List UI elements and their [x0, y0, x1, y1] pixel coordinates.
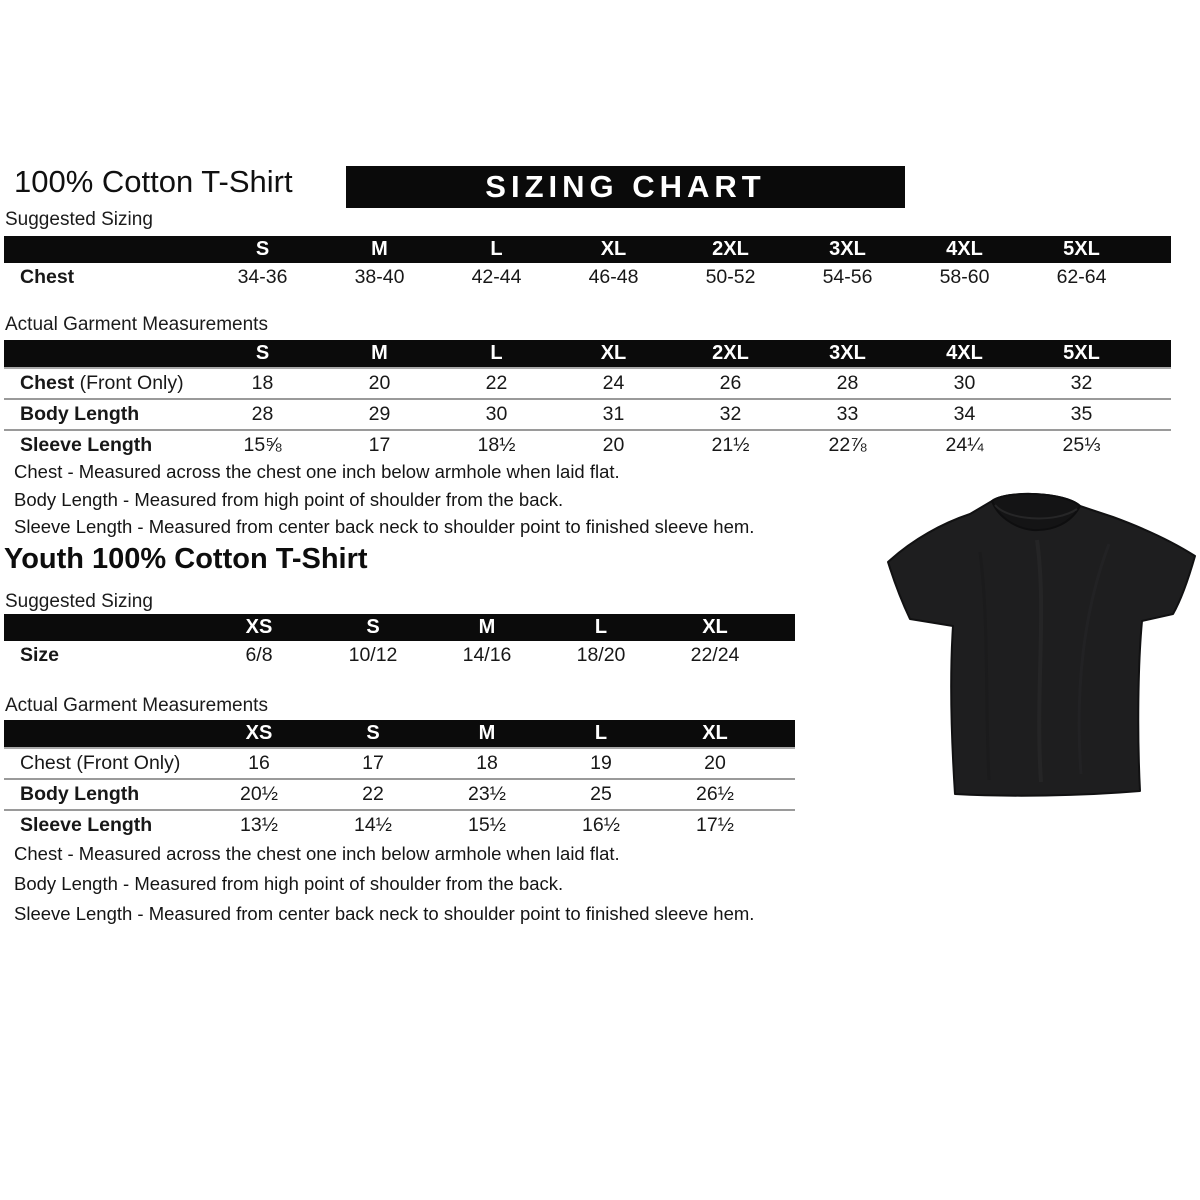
measurement-value: 6/8: [245, 644, 273, 666]
table-row: [4, 748, 795, 779]
sizing-chart-banner: [346, 166, 905, 208]
measurement-value: 25⅓: [1062, 434, 1101, 456]
row-spacer: [1140, 368, 1171, 399]
measurement-note-line: Chest - Measured across the chest one inch below armhole when laid flat.: [14, 461, 620, 482]
table-row: [4, 779, 795, 810]
header-spacer: [4, 340, 204, 368]
size-column-header: M: [321, 340, 438, 368]
size-column-header: S: [204, 340, 321, 368]
measurement-value: 62-64: [1056, 266, 1107, 288]
sizing-chart-banner-label: SIZING CHART: [485, 169, 766, 204]
size-column-header: L: [438, 340, 555, 368]
tshirt-image: [885, 482, 1197, 804]
size-column-header: L: [544, 614, 658, 641]
measurement-value: 14½: [354, 814, 392, 836]
row-label: Chest (Front Only): [4, 368, 204, 399]
measurement-value: 18: [430, 748, 544, 779]
measurement-value: 26½: [658, 779, 772, 810]
adult-suggested-sizing-label: Suggested Sizing: [5, 209, 153, 230]
measurement-value: 21½: [711, 434, 750, 456]
size-column-header: L: [544, 720, 658, 748]
measurement-value: 30: [438, 399, 555, 430]
row-spacer: [1140, 430, 1171, 460]
size-column-header: L: [438, 236, 555, 263]
adult-actual-measurements-label: Actual Garment Measurements: [5, 314, 268, 335]
measurement-value: 46-48: [588, 266, 639, 288]
size-column-header: M: [430, 614, 544, 641]
size-column-header: 5XL: [1023, 236, 1140, 263]
row-label: Body Length: [4, 779, 202, 810]
measurement-note-line: Body Length - Measured from high point of shoulder from the back.: [14, 873, 564, 894]
measurement-value: 38-40: [354, 266, 405, 288]
adult-suggested-sizing-table: [4, 236, 1171, 292]
row-label: Sleeve Length: [20, 814, 153, 836]
measurement-value: 19: [544, 748, 658, 779]
measurement-value: 33: [789, 399, 906, 430]
youth-suggested-sizing-label: Suggested Sizing: [5, 591, 153, 612]
measurement-value: 22: [316, 779, 430, 810]
measurement-value: 20: [658, 748, 772, 779]
table-header-row: [4, 236, 1171, 263]
size-column-header: 5XL: [1023, 340, 1140, 368]
measurement-value: 29: [321, 399, 438, 430]
measurement-value: 23½: [430, 779, 544, 810]
size-column-header: XS: [202, 614, 316, 641]
header-spacer: [1140, 236, 1171, 263]
row-label: Sleeve Length: [20, 434, 153, 456]
measurement-note-line: Body Length - Measured from high point of shoulder from the back.: [14, 488, 564, 510]
youth-section-title: Youth 100% Cotton T-Shirt: [4, 543, 368, 575]
measurement-value: 22: [438, 368, 555, 399]
youth-actual-measurements-table: [4, 720, 795, 840]
measurement-value: 26: [672, 368, 789, 399]
measurement-value: 15½: [468, 814, 506, 836]
measurement-value: 34-36: [237, 266, 288, 288]
size-column-header: XL: [658, 614, 772, 641]
table-row: [4, 399, 1171, 430]
youth-measurement-notes: [14, 839, 754, 929]
row-spacer: [772, 748, 795, 779]
header-spacer: [4, 614, 202, 641]
measurement-value: 32: [1023, 368, 1140, 399]
size-column-header: 2XL: [672, 236, 789, 263]
measurement-note-line: Chest - Measured across the chest one inch below armhole when laid flat.: [14, 843, 620, 864]
size-column-header: XL: [555, 236, 672, 263]
measurement-value: 24¼: [945, 434, 984, 456]
size-column-header: S: [316, 614, 430, 641]
measurement-value: 13½: [240, 814, 278, 836]
row-label: Size: [20, 644, 60, 666]
youth-suggested-sizing-table: [4, 614, 795, 670]
size-column-header: XL: [555, 340, 672, 368]
adult-measurement-notes: [14, 458, 754, 541]
size-column-header: M: [430, 720, 544, 748]
header-spacer: [4, 720, 202, 748]
measurement-value: 50-52: [705, 266, 756, 288]
adult-section-title: 100% Cotton T-Shirt: [14, 164, 293, 199]
measurement-value: 54-56: [822, 266, 873, 288]
measurement-value: 31: [555, 399, 672, 430]
table-header-row: [4, 614, 795, 641]
measurement-value: 15⅝: [243, 434, 282, 456]
size-column-header: XS: [202, 720, 316, 748]
row-spacer: [1140, 263, 1171, 292]
size-column-header: 3XL: [789, 340, 906, 368]
measurement-value: 16½: [582, 814, 620, 836]
measurement-value: 28: [204, 399, 321, 430]
size-column-header: XL: [658, 720, 772, 748]
header-spacer: [772, 614, 795, 641]
table-row: [4, 430, 1171, 460]
measurement-value: 22/24: [690, 644, 740, 666]
youth-actual-measurements-label: Actual Garment Measurements: [5, 695, 268, 716]
size-column-header: 3XL: [789, 236, 906, 263]
measurement-value: 14/16: [462, 644, 512, 666]
header-spacer: [4, 236, 204, 263]
measurement-value: 32: [672, 399, 789, 430]
size-column-header: S: [316, 720, 430, 748]
measurement-value: 30: [906, 368, 1023, 399]
row-spacer: [772, 641, 795, 670]
measurement-value: 42-44: [471, 266, 522, 288]
size-column-header: 2XL: [672, 340, 789, 368]
row-label: Body Length: [4, 399, 204, 430]
size-column-header: M: [321, 236, 438, 263]
measurement-value: 17: [316, 748, 430, 779]
measurement-value: 24: [555, 368, 672, 399]
row-spacer: [772, 810, 795, 840]
table-row: [4, 810, 795, 840]
measurement-value: 18: [204, 368, 321, 399]
measurement-value: 18/20: [576, 644, 626, 666]
size-column-header: S: [204, 236, 321, 263]
row-spacer: [772, 779, 795, 810]
size-column-header: 4XL: [906, 236, 1023, 263]
row-spacer: [1140, 399, 1171, 430]
measurement-note-line: Sleeve Length - Measured from center back neck to shoulder point to finished sleeve hem.: [14, 516, 755, 537]
table-header-row: [4, 340, 1171, 368]
measurement-value: 17: [368, 434, 391, 456]
measurement-value: 18½: [477, 434, 516, 456]
measurement-value: 20½: [202, 779, 316, 810]
tshirt-graphic: [885, 482, 1197, 804]
table-row: [4, 641, 795, 670]
size-column-header: 4XL: [906, 340, 1023, 368]
measurement-value: 22⅞: [828, 434, 867, 456]
table-header-row: [4, 720, 795, 748]
row-label: Chest: [20, 266, 75, 288]
adult-actual-measurements-table: [4, 340, 1171, 460]
table-row: [4, 368, 1171, 399]
measurement-value: 28: [789, 368, 906, 399]
measurement-value: 17½: [696, 814, 734, 836]
measurement-value: 20: [602, 434, 625, 456]
header-spacer: [772, 720, 795, 748]
measurement-value: 10/12: [348, 644, 398, 666]
measurement-note-line: Sleeve Length - Measured from center back neck to shoulder point to finished sleeve hem.: [14, 903, 755, 924]
table-row: [4, 263, 1171, 292]
measurement-value: 34: [906, 399, 1023, 430]
measurement-value: 20: [321, 368, 438, 399]
measurement-value: 25: [544, 779, 658, 810]
measurement-value: 35: [1023, 399, 1140, 430]
measurement-value: 58-60: [939, 266, 990, 288]
measurement-value: 16: [202, 748, 316, 779]
header-spacer: [1140, 340, 1171, 368]
row-label: Chest (Front Only): [4, 748, 202, 779]
